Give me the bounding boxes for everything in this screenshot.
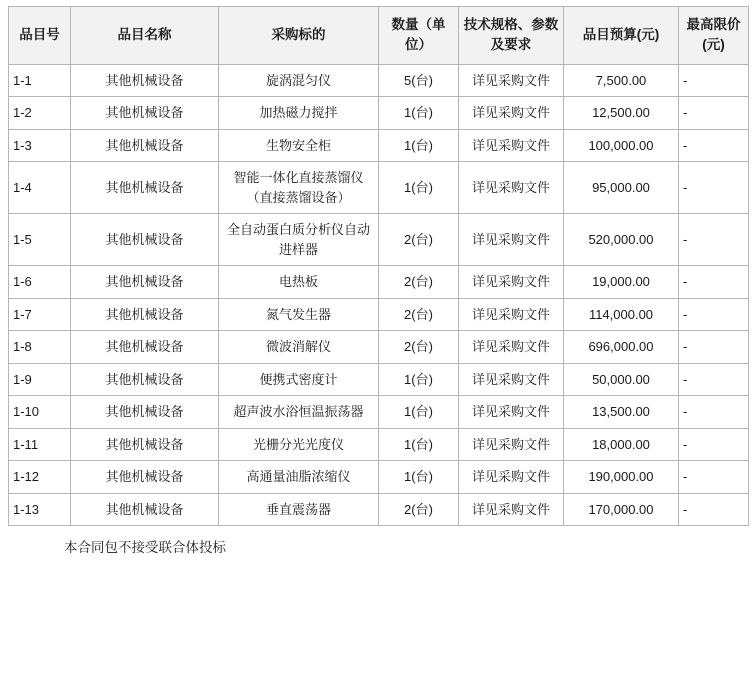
cell-budget: 520,000.00	[564, 214, 679, 266]
cell-item-no: 1-4	[9, 162, 71, 214]
table-row	[9, 461, 749, 494]
cell-budget: 100,000.00	[564, 129, 679, 162]
cell-quantity: 2(台)	[379, 331, 459, 364]
cell-item-name: 其他机械设备	[71, 396, 219, 429]
cell-item-name: 其他机械设备	[71, 97, 219, 130]
cell-item-no: 1-6	[9, 266, 71, 299]
cell-item-name: 其他机械设备	[71, 64, 219, 97]
cell-budget: 190,000.00	[564, 461, 679, 494]
cell-budget: 12,500.00	[564, 97, 679, 130]
column-header-item-no: 品目号	[9, 7, 71, 65]
cell-quantity: 5(台)	[379, 64, 459, 97]
cell-spec: 详见采购文件	[459, 129, 564, 162]
cell-subject: 智能一体化直接蒸馏仪（直接蒸馏设备）	[219, 162, 379, 214]
cell-item-no: 1-9	[9, 363, 71, 396]
cell-spec: 详见采购文件	[459, 428, 564, 461]
cell-quantity: 1(台)	[379, 363, 459, 396]
cell-spec: 详见采购文件	[459, 64, 564, 97]
cell-quantity: 1(台)	[379, 396, 459, 429]
cell-item-no: 1-8	[9, 331, 71, 364]
cell-subject: 生物安全柜	[219, 129, 379, 162]
cell-item-name: 其他机械设备	[71, 214, 219, 266]
table-row	[9, 298, 749, 331]
cell-spec: 详见采购文件	[459, 493, 564, 526]
cell-item-name: 其他机械设备	[71, 331, 219, 364]
cell-max-price: -	[679, 214, 749, 266]
cell-subject: 全自动蛋白质分析仪自动进样器	[219, 214, 379, 266]
cell-max-price: -	[679, 363, 749, 396]
cell-budget: 19,000.00	[564, 266, 679, 299]
cell-spec: 详见采购文件	[459, 298, 564, 331]
table-row	[9, 428, 749, 461]
table-body	[9, 64, 749, 526]
cell-budget: 7,500.00	[564, 64, 679, 97]
cell-subject: 垂直震荡器	[219, 493, 379, 526]
cell-quantity: 1(台)	[379, 428, 459, 461]
cell-budget: 114,000.00	[564, 298, 679, 331]
cell-budget: 95,000.00	[564, 162, 679, 214]
table-row	[9, 493, 749, 526]
column-header-item-name: 品目名称	[71, 7, 219, 65]
cell-spec: 详见采购文件	[459, 97, 564, 130]
cell-subject: 超声波水浴恒温振荡器	[219, 396, 379, 429]
cell-subject: 光栅分光光度仪	[219, 428, 379, 461]
cell-max-price: -	[679, 298, 749, 331]
cell-item-no: 1-11	[9, 428, 71, 461]
cell-spec: 详见采购文件	[459, 214, 564, 266]
column-header-max-price: 最高限价(元)	[679, 7, 749, 65]
cell-max-price: -	[679, 97, 749, 130]
cell-item-no: 1-10	[9, 396, 71, 429]
cell-item-name: 其他机械设备	[71, 363, 219, 396]
column-header-quantity: 数量（单位）	[379, 7, 459, 65]
cell-subject: 高通量油脂浓缩仪	[219, 461, 379, 494]
cell-item-name: 其他机械设备	[71, 428, 219, 461]
procurement-table	[8, 6, 749, 526]
cell-budget: 696,000.00	[564, 331, 679, 364]
cell-spec: 详见采购文件	[459, 331, 564, 364]
cell-max-price: -	[679, 129, 749, 162]
table-row	[9, 214, 749, 266]
cell-item-no: 1-2	[9, 97, 71, 130]
cell-subject: 旋涡混匀仪	[219, 64, 379, 97]
cell-budget: 50,000.00	[564, 363, 679, 396]
cell-item-name: 其他机械设备	[71, 461, 219, 494]
table-row	[9, 97, 749, 130]
cell-item-no: 1-3	[9, 129, 71, 162]
cell-max-price: -	[679, 461, 749, 494]
cell-quantity: 2(台)	[379, 493, 459, 526]
cell-subject: 氮气发生器	[219, 298, 379, 331]
cell-max-price: -	[679, 428, 749, 461]
cell-quantity: 1(台)	[379, 461, 459, 494]
table-row	[9, 363, 749, 396]
column-header-subject: 采购标的	[219, 7, 379, 65]
cell-spec: 详见采购文件	[459, 266, 564, 299]
cell-spec: 详见采购文件	[459, 396, 564, 429]
cell-max-price: -	[679, 396, 749, 429]
cell-max-price: -	[679, 162, 749, 214]
cell-subject: 便携式密度计	[219, 363, 379, 396]
cell-item-name: 其他机械设备	[71, 298, 219, 331]
cell-quantity: 2(台)	[379, 298, 459, 331]
cell-subject: 加热磁力搅拌	[219, 97, 379, 130]
cell-item-no: 1-5	[9, 214, 71, 266]
cell-spec: 详见采购文件	[459, 162, 564, 214]
cell-item-name: 其他机械设备	[71, 493, 219, 526]
column-header-spec: 技术规格、参数及要求	[459, 7, 564, 65]
cell-max-price: -	[679, 331, 749, 364]
cell-spec: 详见采购文件	[459, 363, 564, 396]
table-row	[9, 64, 749, 97]
cell-item-name: 其他机械设备	[71, 129, 219, 162]
cell-subject: 电热板	[219, 266, 379, 299]
cell-quantity: 1(台)	[379, 129, 459, 162]
cell-item-name: 其他机械设备	[71, 266, 219, 299]
table-row	[9, 331, 749, 364]
cell-spec: 详见采购文件	[459, 461, 564, 494]
cell-item-name: 其他机械设备	[71, 162, 219, 214]
cell-budget: 13,500.00	[564, 396, 679, 429]
column-header-budget: 品目预算(元)	[564, 7, 679, 65]
cell-budget: 170,000.00	[564, 493, 679, 526]
cell-budget: 18,000.00	[564, 428, 679, 461]
cell-max-price: -	[679, 266, 749, 299]
table-row	[9, 266, 749, 299]
cell-subject: 微波消解仪	[219, 331, 379, 364]
table-row	[9, 129, 749, 162]
cell-quantity: 2(台)	[379, 266, 459, 299]
table-row	[9, 396, 749, 429]
cell-item-no: 1-7	[9, 298, 71, 331]
cell-quantity: 1(台)	[379, 162, 459, 214]
cell-max-price: -	[679, 493, 749, 526]
contract-package-note: 本合同包不接受联合体投标	[64, 540, 226, 555]
cell-item-no: 1-1	[9, 64, 71, 97]
table-header	[9, 7, 749, 65]
cell-quantity: 1(台)	[379, 97, 459, 130]
cell-quantity: 2(台)	[379, 214, 459, 266]
cell-max-price: -	[679, 64, 749, 97]
table-row	[9, 162, 749, 214]
cell-item-no: 1-13	[9, 493, 71, 526]
cell-item-no: 1-12	[9, 461, 71, 494]
table-header-row	[9, 7, 749, 65]
